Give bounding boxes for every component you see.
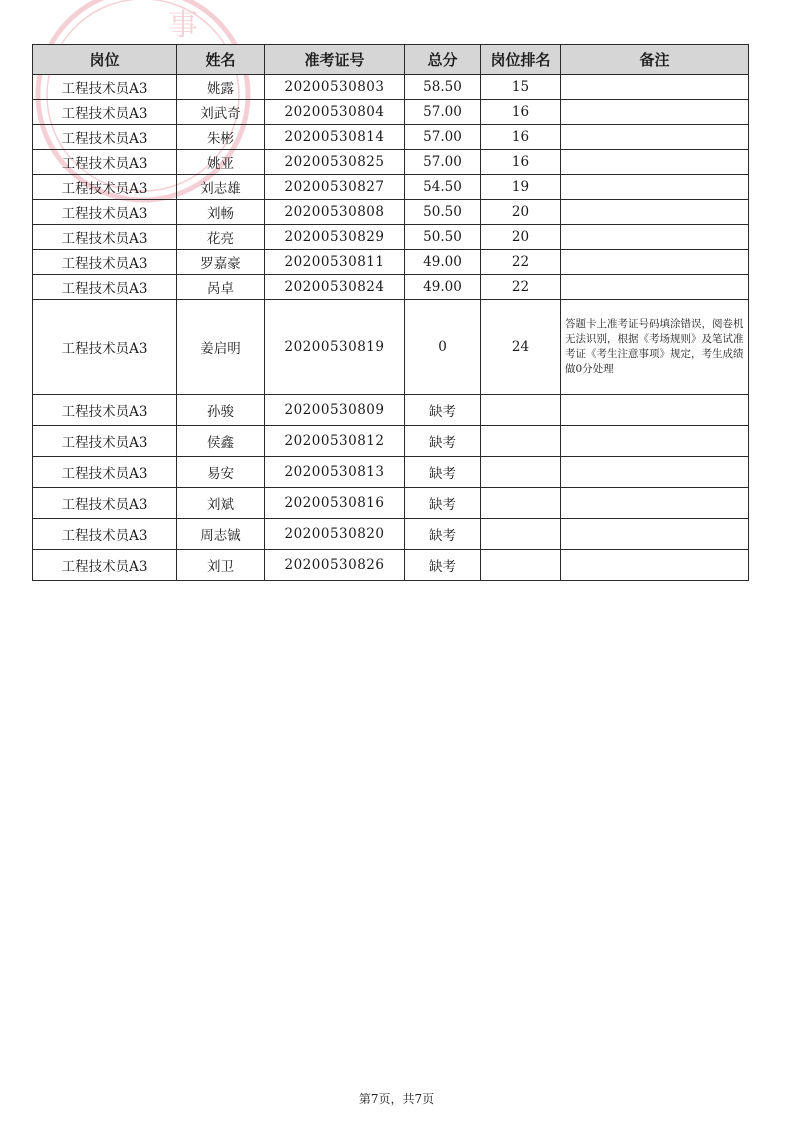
cell-rank: 19 [481, 175, 561, 200]
cell-score: 57.00 [405, 150, 481, 175]
cell-score: 0 [405, 300, 481, 395]
cell-rank: 16 [481, 150, 561, 175]
header-note: 备注 [561, 45, 749, 75]
cell-exam-id: 20200530808 [265, 200, 405, 225]
table-row [33, 150, 749, 175]
table-row [33, 125, 749, 150]
cell-name: 姜启明 [177, 300, 265, 395]
stamp-character: 事 [168, 8, 198, 43]
cell-name: 刘畅 [177, 200, 265, 225]
cell-rank [481, 457, 561, 488]
cell-name: 姚亚 [177, 150, 265, 175]
table-row [33, 488, 749, 519]
cell-name: 朱彬 [177, 125, 265, 150]
cell-score: 50.50 [405, 200, 481, 225]
cell-exam-id: 20200530829 [265, 225, 405, 250]
cell-note [561, 225, 749, 250]
cell-rank [481, 550, 561, 581]
cell-position: 工程技术员A3 [33, 200, 177, 225]
cell-note [561, 488, 749, 519]
cell-rank [481, 519, 561, 550]
cell-rank: 20 [481, 225, 561, 250]
cell-position: 工程技术员A3 [33, 125, 177, 150]
header-score: 总分 [405, 45, 481, 75]
cell-score: 57.00 [405, 100, 481, 125]
cell-name: 周志铖 [177, 519, 265, 550]
cell-score: 缺考 [405, 550, 481, 581]
cell-score: 缺考 [405, 457, 481, 488]
results-table [32, 44, 749, 581]
cell-position: 工程技术员A3 [33, 519, 177, 550]
cell-exam-id: 20200530804 [265, 100, 405, 125]
table-row [33, 200, 749, 225]
cell-score: 缺考 [405, 426, 481, 457]
cell-note [561, 150, 749, 175]
cell-exam-id: 20200530816 [265, 488, 405, 519]
cell-position: 工程技术员A3 [33, 175, 177, 200]
cell-score: 缺考 [405, 395, 481, 426]
header-name: 姓名 [177, 45, 265, 75]
cell-note [561, 100, 749, 125]
cell-note [561, 426, 749, 457]
cell-name: 刘卫 [177, 550, 265, 581]
cell-position: 工程技术员A3 [33, 395, 177, 426]
cell-name: 姚露 [177, 75, 265, 100]
cell-exam-id: 20200530820 [265, 519, 405, 550]
table-row [33, 300, 749, 395]
cell-position: 工程技术员A3 [33, 150, 177, 175]
cell-rank [481, 426, 561, 457]
cell-name: 刘武奇 [177, 100, 265, 125]
cell-rank: 24 [481, 300, 561, 395]
cell-score: 50.50 [405, 225, 481, 250]
cell-note [561, 457, 749, 488]
cell-name: 孙骏 [177, 395, 265, 426]
cell-exam-id: 20200530825 [265, 150, 405, 175]
cell-exam-id: 20200530811 [265, 250, 405, 275]
cell-note [561, 250, 749, 275]
table-row [33, 100, 749, 125]
cell-rank [481, 395, 561, 426]
cell-rank: 15 [481, 75, 561, 100]
cell-position: 工程技术员A3 [33, 100, 177, 125]
cell-score: 57.00 [405, 125, 481, 150]
cell-position: 工程技术员A3 [33, 457, 177, 488]
cell-position: 工程技术员A3 [33, 300, 177, 395]
cell-exam-id: 20200530827 [265, 175, 405, 200]
cell-exam-id: 20200530812 [265, 426, 405, 457]
table-row [33, 426, 749, 457]
cell-exam-id: 20200530819 [265, 300, 405, 395]
cell-exam-id: 20200530824 [265, 275, 405, 300]
table-row [33, 225, 749, 250]
cell-exam-id: 20200530826 [265, 550, 405, 581]
cell-note [561, 200, 749, 225]
table-header-row [33, 45, 749, 75]
cell-note [561, 75, 749, 100]
cell-position: 工程技术员A3 [33, 250, 177, 275]
cell-position: 工程技术员A3 [33, 275, 177, 300]
cell-position: 工程技术员A3 [33, 225, 177, 250]
page-number-footer: 第7页，共7页 [358, 1092, 435, 1106]
header-position: 岗位 [33, 45, 177, 75]
cell-name: 花亮 [177, 225, 265, 250]
cell-position: 工程技术员A3 [33, 550, 177, 581]
cell-rank: 22 [481, 250, 561, 275]
cell-position: 工程技术员A3 [33, 426, 177, 457]
cell-score: 58.50 [405, 75, 481, 100]
cell-note [561, 175, 749, 200]
cell-score: 49.00 [405, 250, 481, 275]
cell-exam-id: 20200530809 [265, 395, 405, 426]
cell-rank: 22 [481, 275, 561, 300]
cell-exam-id: 20200530803 [265, 75, 405, 100]
cell-score: 缺考 [405, 488, 481, 519]
cell-note [561, 550, 749, 581]
cell-exam-id: 20200530813 [265, 457, 405, 488]
cell-score: 49.00 [405, 275, 481, 300]
cell-note [561, 125, 749, 150]
table-row [33, 75, 749, 100]
cell-score: 54.50 [405, 175, 481, 200]
table-row [33, 395, 749, 426]
cell-name: 侯鑫 [177, 426, 265, 457]
cell-note [561, 395, 749, 426]
cell-rank: 16 [481, 100, 561, 125]
cell-position: 工程技术员A3 [33, 75, 177, 100]
cell-note [561, 275, 749, 300]
table-row [33, 250, 749, 275]
cell-name: 易安 [177, 457, 265, 488]
cell-name: 刘斌 [177, 488, 265, 519]
table-row [33, 519, 749, 550]
table-row [33, 275, 749, 300]
cell-name: 刘志雄 [177, 175, 265, 200]
cell-rank [481, 488, 561, 519]
cell-note: 答题卡上准考证号码填涂错误，阅卷机无法识别，根据《考场规则》及笔试准考证《考生注意事项》规定，考生成绩做0分处理 [561, 300, 749, 395]
cell-name: 罗嘉豪 [177, 250, 265, 275]
header-rank: 岗位排名 [481, 45, 561, 75]
cell-rank: 20 [481, 200, 561, 225]
cell-rank: 16 [481, 125, 561, 150]
cell-name: 呙卓 [177, 275, 265, 300]
cell-note [561, 519, 749, 550]
cell-position: 工程技术员A3 [33, 488, 177, 519]
table-row [33, 457, 749, 488]
cell-score: 缺考 [405, 519, 481, 550]
cell-exam-id: 20200530814 [265, 125, 405, 150]
table-row [33, 550, 749, 581]
header-exam-id: 准考证号 [265, 45, 405, 75]
table-row [33, 175, 749, 200]
